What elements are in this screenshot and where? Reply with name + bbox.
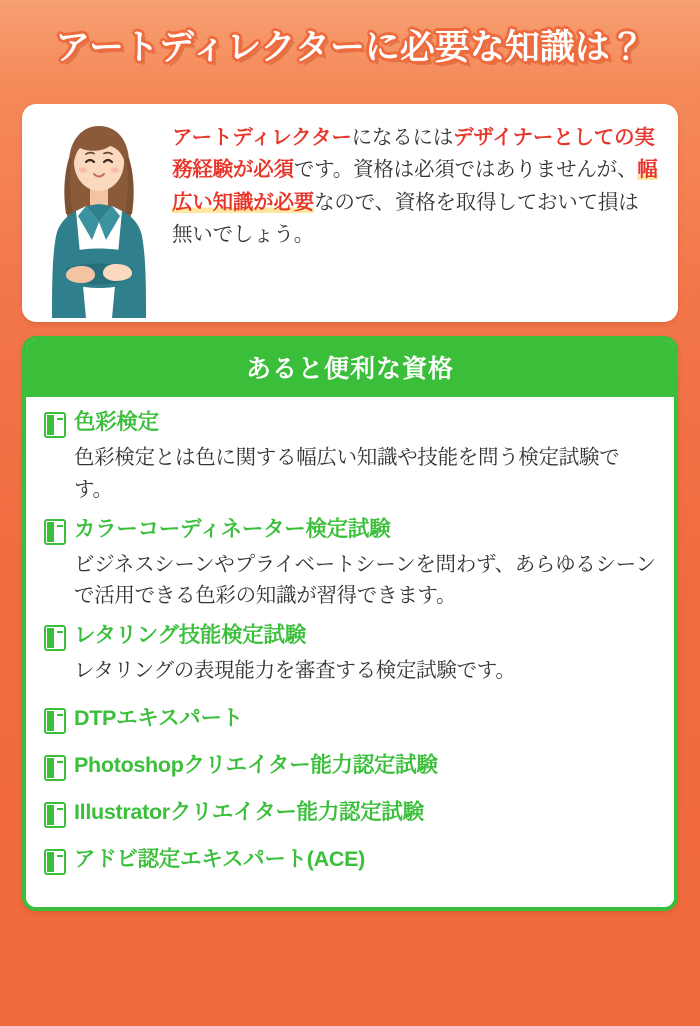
list-item bbox=[44, 409, 656, 506]
intro-segment-1: になるには bbox=[351, 126, 454, 149]
qualification-desc: レタリングの表現能力を審査する検定試験です。 bbox=[74, 659, 516, 683]
book-icon bbox=[44, 519, 66, 545]
intro-segment-5: なので、資格を取得しておいて損は無いでしょう。 bbox=[172, 190, 639, 247]
qualifications-card bbox=[22, 336, 678, 911]
list-item bbox=[44, 752, 656, 781]
qualification-title: 色彩検定 bbox=[74, 410, 159, 434]
qualification-title: カラーコーディネーター検定試験 bbox=[74, 516, 391, 541]
qualifications-heading: あると便利な資格 bbox=[26, 340, 674, 397]
qualification-title: レタリング技能検定試験 bbox=[74, 623, 306, 648]
qualification-title: Illustratorクリエイター能力認定試験 bbox=[74, 799, 424, 824]
book-icon bbox=[44, 802, 66, 828]
list-item bbox=[44, 622, 656, 687]
intro-text bbox=[172, 122, 658, 252]
intro-segment-0: アートディレクター bbox=[172, 126, 352, 149]
list-item bbox=[44, 799, 656, 828]
qualification-title: DTPエキスパート bbox=[74, 705, 243, 730]
book-icon bbox=[44, 849, 66, 875]
list-item bbox=[44, 705, 656, 734]
page-title: アートディレクターに必要な知識は？ bbox=[55, 27, 645, 67]
list-item bbox=[44, 846, 656, 875]
intro-segment-3: です。資格は必須ではありませんが、 bbox=[293, 158, 638, 182]
book-icon bbox=[44, 708, 66, 734]
book-icon bbox=[44, 625, 66, 651]
intro-segment-4: 幅広い知識が必要 bbox=[172, 158, 658, 214]
qualifications-list bbox=[26, 397, 674, 907]
qualification-title: アドビ認定エキスパート(ACE) bbox=[74, 846, 365, 871]
list-item bbox=[44, 516, 656, 613]
qualification-desc: ビジネスシーンやプライベートシーンを問わず、あらゆるシーンで活用できる色彩の知識が習得できます。 bbox=[74, 552, 656, 608]
intro-segment-2: デザイナーとしての実務経験が必須 bbox=[172, 126, 655, 182]
qualification-title: Photoshopクリエイター能力認定試験 bbox=[74, 752, 438, 777]
intro-card bbox=[22, 104, 678, 322]
book-icon bbox=[44, 412, 66, 438]
header-band bbox=[0, 0, 700, 96]
qualification-desc: 色彩検定とは色に関する幅広い知識や技能を問う検定試験です。 bbox=[74, 446, 620, 501]
book-icon bbox=[44, 755, 66, 781]
businesswoman-illustration bbox=[36, 118, 162, 318]
